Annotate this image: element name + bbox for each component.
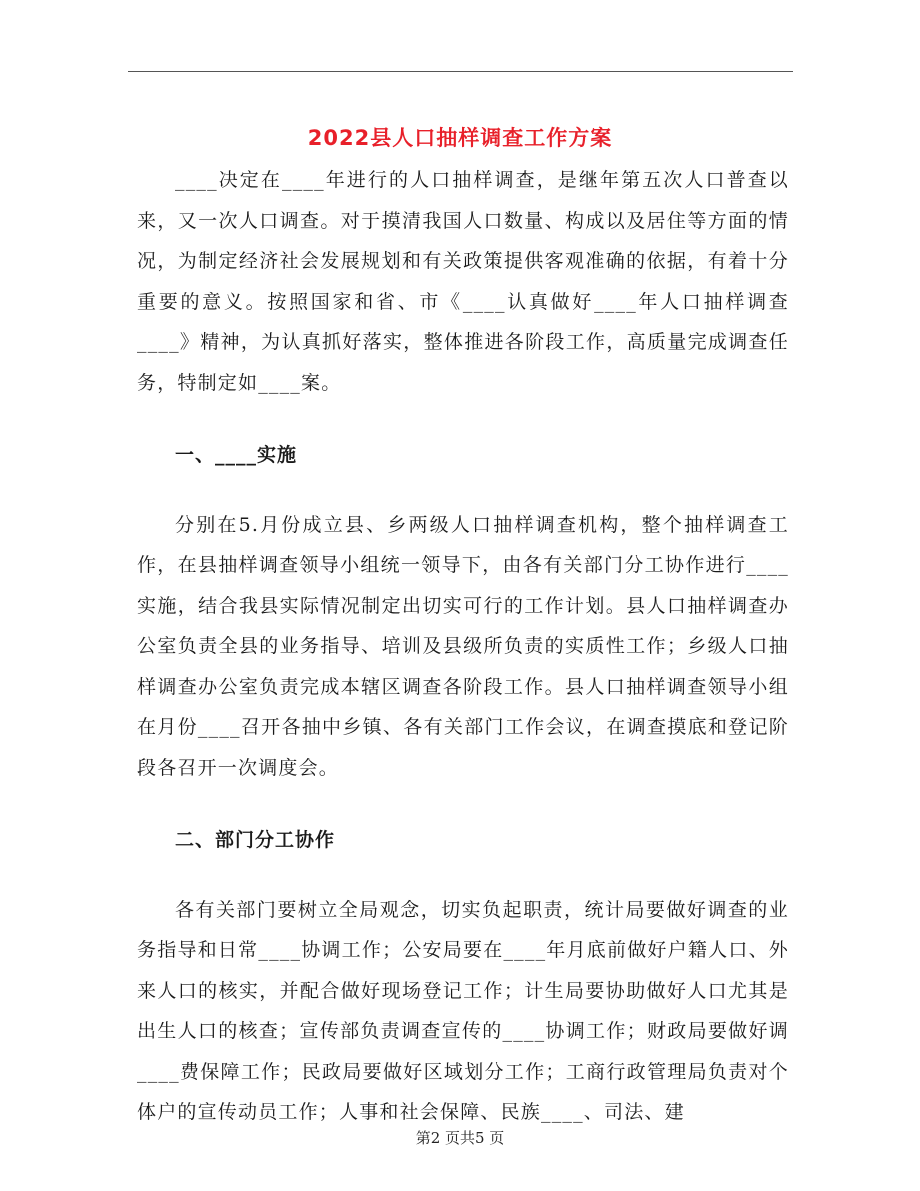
section-body-1: 分别在5.月份成立县、乡两级人口抽样调查机构，整个抽样调查工作，在县抽样调查领导小组统一领导下，由各有关部门分工协作进行____实施，结合我县实际情况制定出切实可行的工作计划。县人口抽样调查办公室负责全县的业务指导、培训及县级所负责的实质性工作；乡级人口抽样调查办公室负责完成本辖区调查各阶段工作。县人口抽样调查领导小组在月份____召开各抽中乡镇、各有关部门工作会议，在调查摸底和登记阶段各召开一次调度会。 <box>137 513 789 779</box>
section-body-2: 各有关部门要树立全局观念，切实负起职责，统计局要做好调查的业务指导和日常____协调工作；公安局要在____年月底前做好户籍人口、外来人口的核实，并配合做好现场登记工作；计生局要协助做好人口尤其是出生人口的核查；宣传部负责调查宣传的____协调工作；财政局要做好调____费保障工作；民政局要做好区域划分工作；工商行政管理局负责对个体户的宣传动员工作；人事和社会保障、民族____、司法、建 <box>137 898 789 1123</box>
spacer <box>137 403 789 435</box>
section-heading-2: 二、部门分工协作 <box>175 829 336 851</box>
header-rule <box>128 71 793 72</box>
section-heading-1: 一、____实施 <box>175 444 298 466</box>
spacer <box>137 861 789 890</box>
page-number: 第2 页共5 页 <box>415 1129 505 1147</box>
spacer <box>137 476 789 505</box>
document-body <box>137 160 789 1133</box>
intro-paragraph: ____决定在____年进行的人口抽样调查，是继年第五次人口普查以来，又一次人口调查。对于摸清我国人口数量、构成以及居住等方面的情况，为制定经济社会发展规划和有关政策提供客观准确的依据，有着十分重要的意义。按照国家和省、市《____认真做好____年人口抽样调查____》精神，为认真抓好落实，整体推进各阶段工作，高质量完成调查任务，特制定如____案。 <box>137 169 789 394</box>
document-title: 2022县人口抽样调查工作方案 <box>307 126 613 151</box>
spacer <box>137 788 789 820</box>
